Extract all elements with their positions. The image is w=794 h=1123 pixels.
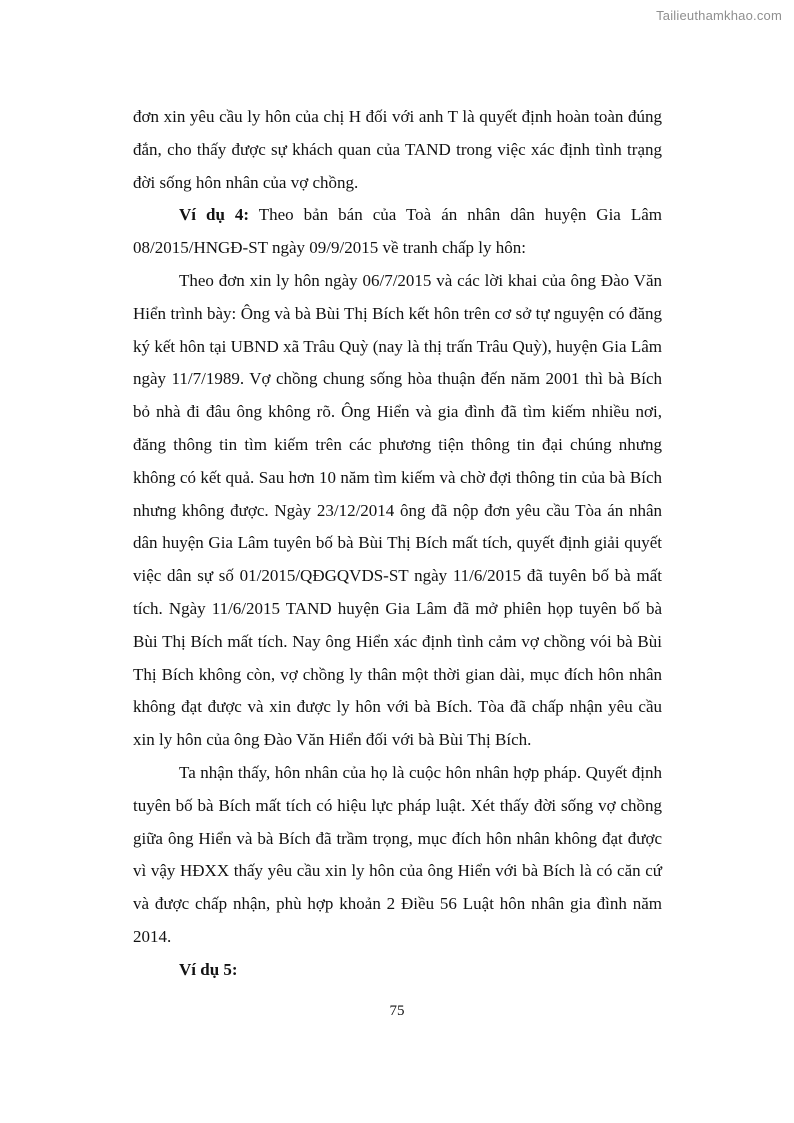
page-number: 75 xyxy=(389,1003,405,1019)
site-watermark: Tailieuthamkhao.com xyxy=(656,8,782,23)
example-5-label: Ví dụ 5: xyxy=(179,959,238,979)
paragraph-example-5 xyxy=(133,954,662,987)
paragraph-analysis: Ta nhận thấy, hôn nhân của họ là cuộc hôn nhân hợp pháp. Quyết định tuyên bố bà Bích mất tích có hiệu lực pháp luật. Xét thấy đời sống vợ chồng giữa ông Hiển và bà Bích đã trầm trọng, mục đích hôn nhân không đạt được vì vậy HĐXX thấy yêu cầu xin ly hôn của ông Hiển với bà Bích là có căn cứ và được chấp nhận, phù hợp khoản 2 Điều 56 Luật hôn nhân gia đình năm 2014. xyxy=(133,762,662,946)
paragraph-continuation: đơn xin yêu cầu ly hôn của chị H đối với anh T là quyết định hoàn toàn đúng đắn, cho thấy được sự khách quan của TAND trong việc xác định tình trạng đời sống hôn nhân của vợ chồng. xyxy=(133,107,662,192)
example-4-label: Ví dụ 4: xyxy=(179,205,250,225)
paragraph-example-4 xyxy=(133,199,662,265)
example-4-text: Theo bản bán của Toà án nhân dân huyện Gia Lâm 08/2015/HNGĐ-ST ngày 09/9/2015 về tranh chấp ly hôn: xyxy=(133,205,662,258)
paragraph-case-facts: Theo đơn xin ly hôn ngày 06/7/2015 và các lời khai của ông Đào Văn Hiển trình bày: Ông và bà Bùi Thị Bích kết hôn trên cơ sở tự nguyện có đăng ký kết hôn tại UBND xã Trâu Quỳ (nay là thị trấn Trâu Quỳ), huyện Gia Lâm ngày 11/7/1989. Vợ chồng chung sống hòa thuận đến năm 2001 thì bà Bích bỏ nhà đi đâu ông không rõ. Ông Hiển và gia đình đã tìm kiếm nhiều nơi, đăng thông tin tìm kiếm trên các phương tiện thông tin đại chúng nhưng không có kết quả. Sau hơn 10 năm tìm kiếm và chờ đợi thông tin của bà Bích nhưng không được. Ngày 23/12/2014 ông đã nộp đơn yêu cầu Tòa án nhân dân huyện Gia Lâm tuyên bố bà Bùi Thị Bích mất tích, quyết định giải quyết việc dân sự số 01/2015/QĐGQVDS-ST ngày 11/6/2015 đã tuyên bố bà mất tích. Ngày 11/6/2015 TAND huyện Gia Lâm đã mở phiên họp tuyên bố bà Bùi Thị Bích mất tích. Nay ông Hiển xác định tình cảm vợ chồng vói bà Bùi Thị Bích không còn, vợ chồng ly thân một thời gian dài, mục đích hôn nhân không đạt được và xin được ly hôn với bà Bích. Tòa đã chấp nhận yêu cầu xin ly hôn của ông Đào Văn Hiển đối với bà Bùi Thị Bích. xyxy=(133,270,662,750)
document-body xyxy=(133,101,662,987)
